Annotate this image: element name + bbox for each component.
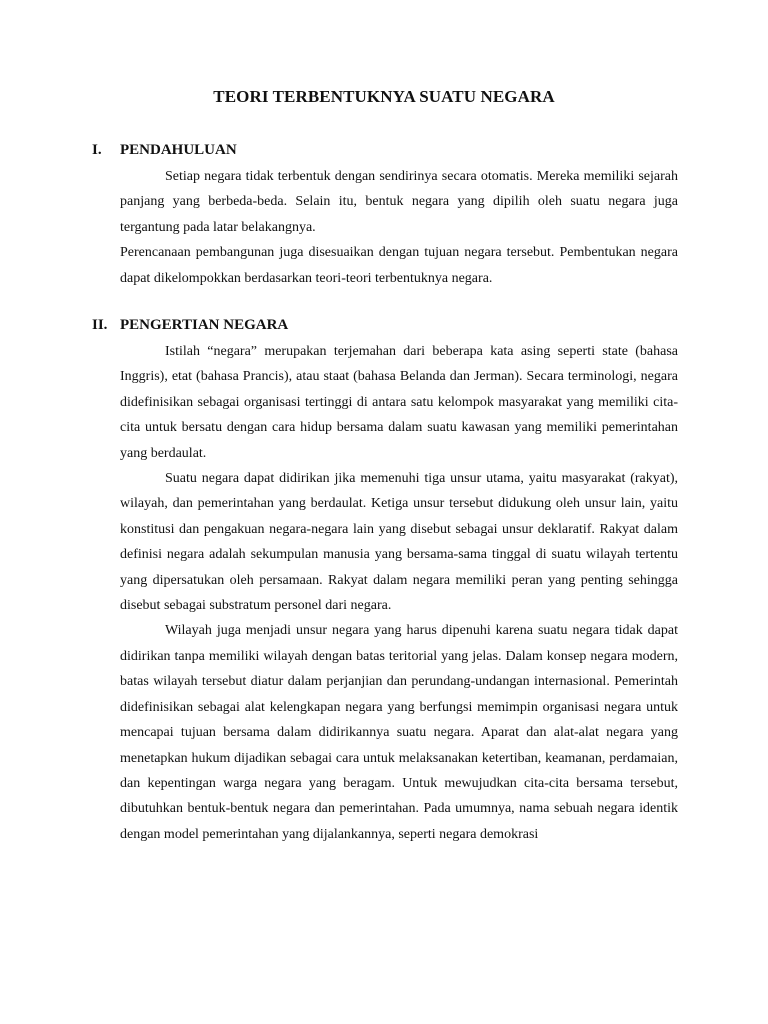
- section-heading: [92, 315, 678, 335]
- section-title: PENDAHULUAN: [120, 142, 237, 158]
- section-pengertian-negara: [92, 315, 678, 847]
- document-title: TEORI TERBENTUKNYA SUATU NEGARA: [213, 87, 555, 106]
- section-heading: [92, 140, 678, 160]
- section-number: I.: [92, 142, 102, 158]
- section-pendahuluan: [92, 140, 678, 291]
- paragraph: Wilayah juga menjadi unsur negara yang harus dipenuhi karena suatu negara tidak dapat didirikan tanpa memiliki wilayah dengan batas teritorial yang jelas. Dalam konsep negara modern, batas wilayah tersebut diatur dalam perjanjian dan perundang-undangan internasional. Pemerintah didefinisikan sebagai alat kelengkapan negara yang berfungsi memimpin organisasi negara untuk mencapai tujuan bersama dalam didirikannya suatu negara. Aparat dan alat-alat negara yang menetapkan hukum dijadikan sebagai cara untuk melaksanakan ketertiban, keamanan, perdamaian, dan kepentingan warga negara yang beragam. Untuk mewujudkan cita-cita bersama tersebut, dibutuhkan bentuk-bentuk negara dan pemerintahan. Pada umumnya, nama sebuah negara identik dengan model pemerintahan yang dijalankannya, seperti negara demokrasi: [120, 623, 678, 842]
- paragraph: Istilah “negara” merupakan terjemahan dari beberapa kata asing seperti state (bahasa Inggris), etat (bahasa Prancis), atau staat (bahasa Belanda dan Jerman). Secara terminologi, negara didefinisikan sebagai organisasi tertinggi di antara satu kelompok masyarakat yang memiliki cita-cita untuk bersatu dengan cara hidup bersama dalam suatu kawasan yang memiliki pemerintahan yang berdaulat.: [120, 344, 678, 461]
- section-title: PENGERTIAN NEGARA: [120, 317, 289, 333]
- section-body: [120, 339, 678, 847]
- paragraph: Suatu negara dapat didirikan jika memenuhi tiga unsur utama, yaitu masyarakat (rakyat), wilayah, dan pemerintahan yang berdaulat. Ketiga unsur tersebut didukung oleh unsur lain, yaitu konstitusi dan pengakuan negara-negara lain yang disebut sebagai unsur deklaratif. Rakyat dalam definisi negara adalah sekumpulan manusia yang bersama-sama tinggal di suatu wilayah tertentu yang dipersatukan oleh persamaan. Rakyat dalam negara memiliki peran yang penting sehingga disebut sebagai substratum personel dari negara.: [120, 471, 678, 614]
- paragraph: Perencanaan pembangunan juga disesuaikan dengan tujuan negara tersebut. Pembentukan negara dapat dikelompokkan berdasarkan teori-teori terbentuknya negara.: [120, 245, 678, 286]
- section-body: [120, 164, 678, 291]
- section-number: II.: [92, 317, 108, 333]
- paragraph: Setiap negara tidak terbentuk dengan sendirinya secara otomatis. Mereka memiliki sejarah panjang yang berbeda-beda. Selain itu, bentuk negara yang dipilih oleh suatu negara juga tergantung pada latar belakangnya.: [120, 169, 678, 235]
